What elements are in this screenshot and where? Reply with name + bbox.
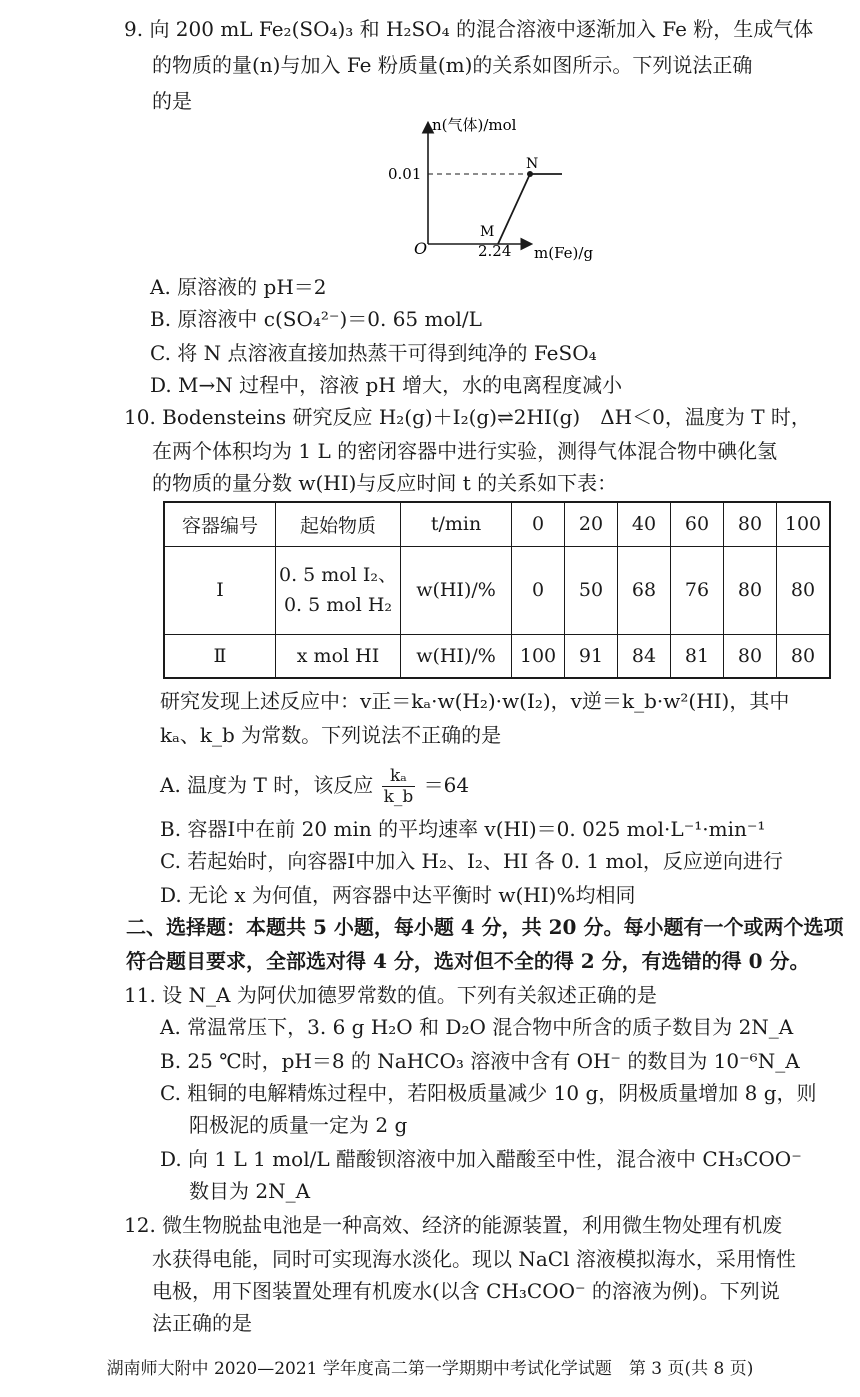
q10-stem-line3: 的物质的量分数 w(HI)与反应时间 t 的关系如下表：: [152, 471, 618, 495]
table-cell-quantity: w(HI)/%: [401, 634, 512, 678]
q10-rate-law-line1: 研究发现上述反应中：v正＝kₐ·w(H₂)·w(I₂)，v逆＝k_b·w²(HI)，其中: [160, 689, 790, 713]
q9-stem-line3: 的是: [152, 89, 192, 113]
table-cell: 81: [671, 634, 724, 678]
y-tick-label: 0.01: [388, 165, 422, 183]
table-row: [164, 546, 830, 634]
table-cell-start: x mol HI: [276, 634, 401, 678]
q12-stem-line3: 电极，用下图装置处理有机废水(以含 CH₃COO⁻ 的溶液为例)。下列说: [152, 1279, 780, 1303]
table-header-cell: 60: [671, 502, 724, 546]
table-cell: 50: [565, 546, 618, 634]
table-cell: 80: [724, 634, 777, 678]
table-cell-start: [276, 546, 401, 634]
table-header-cell: 40: [618, 502, 671, 546]
table-cell: 80: [777, 546, 831, 634]
q10-rate-law-line2: kₐ、k_b 为常数。下列说法不正确的是: [160, 723, 502, 747]
page-footer: 湖南师大附中 2020—2021 学年度高二第一学期期中考试化学试题 第 3 页(共 8 页): [106, 1359, 754, 1379]
q11-option-d-line1: D. 向 1 L 1 mol/L 醋酸钡溶液中加入醋酸至中性，混合液中 CH₃COO⁻: [160, 1147, 802, 1171]
q11-option-d-line2: 数目为 2N_A: [189, 1179, 311, 1203]
q9-option-d: D. M→N 过程中，溶液 pH 增大，水的电离程度减小: [150, 373, 623, 397]
q12-stem-line4: 法正确的是: [152, 1311, 252, 1335]
table-row: [164, 634, 830, 678]
series-line: [498, 174, 562, 244]
table-cell-id: Ⅱ: [164, 634, 276, 678]
fraction: [382, 766, 416, 807]
q9-stem-line2: 的物质的量(n)与加入 Fe 粉质量(m)的关系如图所示。下列说法正确: [152, 53, 753, 77]
section2-instruction-line2: 符合题目要求，全部选对得 4 分，选对但不全的得 2 分，有选错的得 0 分。: [126, 949, 810, 973]
q9-graph: [380, 112, 620, 270]
q10-stem-line1: 10. Bodensteins 研究反应 H₂(g)＋I₂(g)⇌2HI(g) ΔH＜0，温度为 T 时，: [124, 405, 811, 429]
table-header-cell: 容器编号: [164, 502, 276, 546]
q10-option-c: C. 若起始时，向容器Ⅰ中加入 H₂、I₂、HI 各 0. 1 mol，反应逆向进行: [160, 849, 783, 873]
q9-stem-line1: 9. 向 200 mL Fe₂(SO₄)₃ 和 H₂SO₄ 的混合溶液中逐渐加入 Fe 粉，生成气体: [124, 17, 814, 41]
table-header-cell: 0: [512, 502, 565, 546]
table-cell: 68: [618, 546, 671, 634]
q12-stem-line2: 水获得电能，同时可实现海水淡化。现以 NaCl 溶液模拟海水，采用惰性: [152, 1247, 796, 1271]
origin-label: O: [414, 239, 428, 258]
table-cell: 80: [724, 546, 777, 634]
q10-data-table: [163, 501, 831, 679]
x-tick-label: 2.24: [478, 242, 512, 260]
option-a-suffix: ＝64: [423, 773, 470, 797]
q11-option-b: B. 25 ℃时，pH＝8 的 NaHCO₃ 溶液中含有 OH⁻ 的数目为 10⁻⁶N_A: [160, 1049, 800, 1073]
option-a-prefix: A. 温度为 T 时，该反应: [160, 773, 374, 797]
table-header-cell: 100: [777, 502, 831, 546]
table-cell: 91: [565, 634, 618, 678]
table-cell: 100: [512, 634, 565, 678]
table-cell-id: Ⅰ: [164, 546, 276, 634]
point-n-label: N: [526, 156, 539, 172]
table-cell: 80: [777, 634, 831, 678]
table-cell: 76: [671, 546, 724, 634]
point-m-label: M: [480, 224, 495, 240]
section2-instruction-line1: 二、选择题：本题共 5 小题，每小题 4 分，共 20 分。每小题有一个或两个选项: [126, 915, 844, 939]
q12-stem-line1: 12. 微生物脱盐电池是一种高效、经济的能源装置，利用微生物处理有机废: [124, 1213, 783, 1237]
q10-option-a: [160, 766, 469, 807]
table-cell: 84: [618, 634, 671, 678]
q11-option-a: A. 常温常压下，3. 6 g H₂O 和 D₂O 混合物中所含的质子数目为 2N_A: [160, 1015, 794, 1039]
table-cell-quantity: w(HI)/%: [401, 546, 512, 634]
q11-option-c-line1: C. 粗铜的电解精炼过程中，若阳极质量减少 10 g，阴极质量增加 8 g，则: [160, 1081, 817, 1105]
q9-option-c: C. 将 N 点溶液直接加热蒸干可得到纯净的 FeSO₄: [150, 341, 597, 365]
start-material-line2: 0. 5 mol H₂: [283, 594, 393, 616]
start-material-line1: 0. 5 mol I₂、: [279, 564, 397, 586]
fraction-denominator: k_b: [383, 787, 414, 807]
table-header-row: [164, 502, 830, 546]
q10-stem-line2: 在两个体积均为 1 L 的密闭容器中进行实验，测得气体混合物中碘化氢: [152, 439, 778, 463]
q9-option-b: B. 原溶液中 c(SO₄²⁻)＝0. 65 mol/L: [150, 307, 482, 331]
q10-option-d: D. 无论 x 为何值，两容器中达平衡时 w(HI)%均相同: [160, 883, 636, 907]
table-header-cell: t/min: [401, 502, 512, 546]
table-header-cell: 起始物质: [276, 502, 401, 546]
fraction-numerator: kₐ: [382, 766, 416, 787]
q9-option-a: A. 原溶液的 pH＝2: [150, 275, 327, 299]
q11-option-c-line2: 阳极泥的质量一定为 2 g: [189, 1113, 408, 1137]
table-header-cell: 20: [565, 502, 618, 546]
table-header-cell: 80: [724, 502, 777, 546]
y-axis-label: n(气体)/mol: [432, 116, 517, 134]
q10-option-b: B. 容器Ⅰ中在前 20 min 的平均速率 v(HI)＝0. 025 mol·L⁻¹·min⁻¹: [160, 817, 766, 841]
x-axis-label: m(Fe)/g: [534, 244, 594, 262]
table-cell: 0: [512, 546, 565, 634]
q11-stem: 11. 设 N_A 为阿伏加德罗常数的值。下列有关叙述正确的是: [124, 983, 657, 1007]
